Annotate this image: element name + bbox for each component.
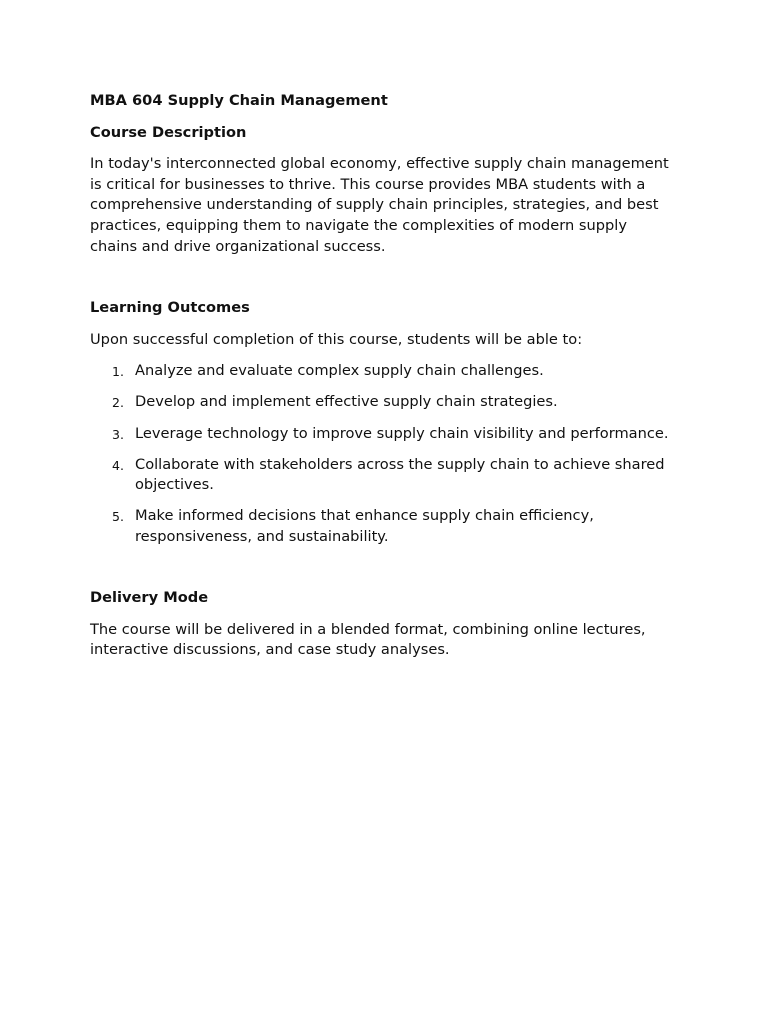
list-item-text: Leverage technology to improve supply chain visibility and performance. <box>135 424 669 442</box>
learning-outcomes-intro: Upon successful completion of this course, students will be able to: <box>90 330 583 348</box>
list-item <box>90 455 678 496</box>
section-spacer <box>90 558 678 588</box>
list-item <box>90 424 678 445</box>
course-description-heading: Course Description <box>90 123 247 141</box>
section-spacer <box>90 268 678 298</box>
list-item-number: 5. <box>112 509 124 525</box>
list-item-text: Make informed decisions that enhance supply chain efficiency, responsiveness, and sustainability. <box>135 507 594 545</box>
course-description-text: In today's interconnected global economy, effective supply chain management is critical for businesses to thrive. This course provides MBA students with a comprehensive understanding of supply chain principles, strategies, and best practices, equipping them to navigate the complexities of modern supply chains and drive organizational success. <box>90 155 669 255</box>
list-item-number: 4. <box>112 457 124 473</box>
delivery-mode-section <box>90 588 678 661</box>
list-item-text: Develop and implement effective supply chain strategies. <box>135 393 558 411</box>
document-title: MBA 604 Supply Chain Management <box>90 92 388 109</box>
list-item-text: Collaborate with stakeholders across the supply chain to achieve shared objectives. <box>135 455 665 494</box>
list-item-number: 3. <box>112 426 124 442</box>
list-item-number: 1. <box>112 364 124 380</box>
learning-outcomes-section <box>90 298 678 547</box>
course-description-section <box>90 123 678 258</box>
list-item <box>90 361 678 382</box>
list-item <box>90 392 678 413</box>
learning-outcomes-heading: Learning Outcomes <box>90 299 250 317</box>
delivery-mode-heading: Delivery Mode <box>90 589 209 606</box>
list-item <box>90 506 678 547</box>
learning-outcomes-list <box>90 361 678 547</box>
list-item-number: 2. <box>112 395 124 411</box>
delivery-mode-text: The course will be delivered in a blended format, combining online lectures, interactive discussions, and case study analyses. <box>90 620 646 659</box>
list-item-text: Analyze and evaluate complex supply chain challenges. <box>135 362 544 380</box>
